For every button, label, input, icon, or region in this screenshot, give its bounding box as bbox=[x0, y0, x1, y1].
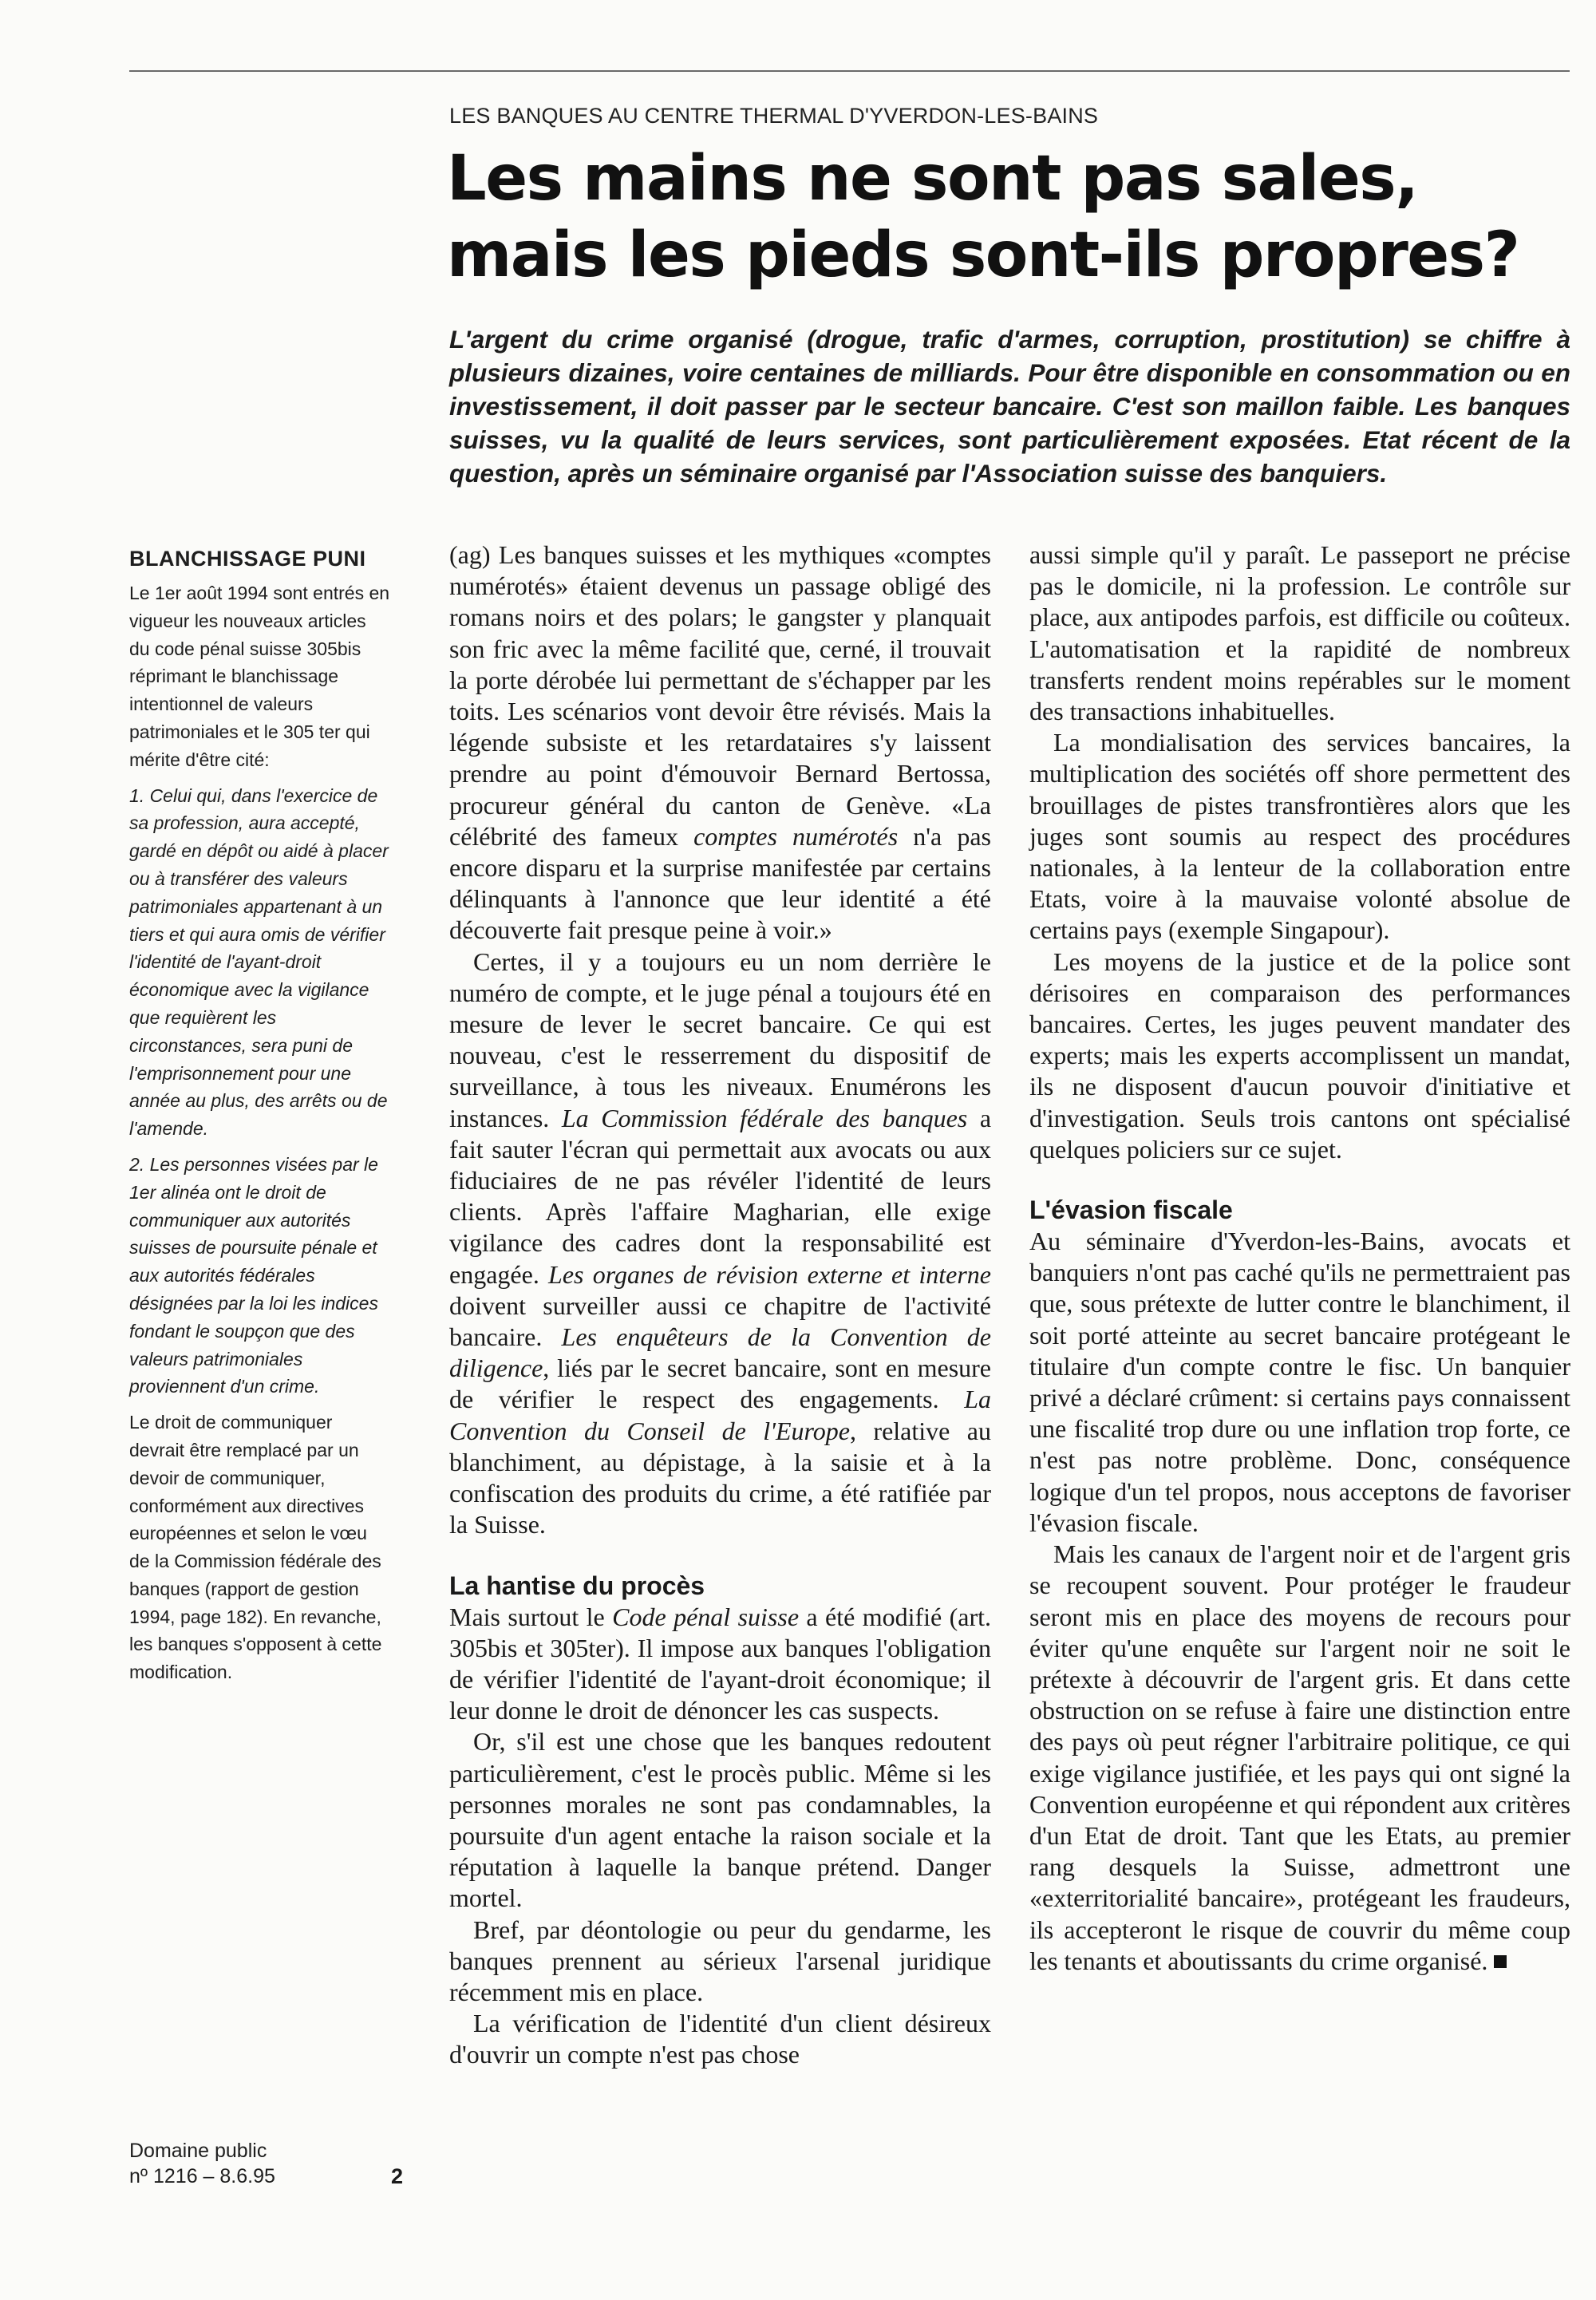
subheading-hantise: La hantise du procès bbox=[449, 1571, 705, 1600]
article-paragraph: aussi simple qu'il y paraît. Le passeport ne précise pas le domicile, ni la profession. Le contrôle sur place, aux antipodes parfois, est difficile ou coûteux. L'automatisation et la rapidité de nombreux transferts rendent moins repérables sur le moment des transactions inhabituelles. bbox=[1029, 540, 1570, 726]
article-column-2 bbox=[1029, 539, 1570, 1977]
article-paragraph: La mondialisation des services bancaires, la multiplication des sociétés off shore permettent des brouillages de pistes transfrontières alors que les juges sont soumis au respect des procédures nationales, à la lenteur de la collaboration entre Etats, voire à la mauvaise volonté absolue de certains pays (exemple Singapour). bbox=[1029, 728, 1570, 945]
sidebar-law-paragraph-1: 1. Celui qui, dans l'exercice de sa profession, aura accepté, gardé en dépôt ou aidé à placer ou à transférer des valeurs patrimoniales appartenant à un tiers et qui aura omis de vérifier l'identité de l'ayant-droit économique avec la vigilance que requièrent les circonstances, sera puni de l'emprisonnement pour une année au plus, des arrêts ou de l'amende. bbox=[129, 784, 389, 1140]
text-run: doivent surveiller aussi ce chapitre de l'activité bancaire. bbox=[449, 1290, 991, 1352]
emphasis: La Convention du Conseil de l'Europe bbox=[449, 1385, 991, 1445]
article-column-1 bbox=[449, 539, 991, 2071]
lead-paragraph: L'argent du crime organisé (drogue, trafic d'armes, corruption, prostitution) se chiffre à plusieurs dizaines, voire centaines de milliards. Pour être disponible en consommation ou en investissement, il doit passer par le secteur bancaire. C'est son maillon faible. Les banques suisses, vu la qualité de leurs services, sont particulièrement exposées. Etat récent de la question, après un séminaire organisé par l'Association suisse des banquiers. bbox=[449, 325, 1570, 488]
page-number: 2 bbox=[391, 2164, 404, 2188]
text-run: (ag) Les banques suisses et les mythiques «comptes numérotés» étaient devenus un passage obligé des romans noirs et des polars; le gangster y planquait son fric avec la même facilité que, cerné, il trouvait la porte dérobée lui permettant de s'échapper par les toits. Les scénarios vont devoir être révisés. Mais la légende subsiste et les retardataires s'y laissent prendre au point d'émouvoir Bernard Bertossa, procureur général du canton de Genève. «La célébrité des fameux bbox=[449, 540, 991, 851]
text-run: Certes, il y a toujours eu un nom derrière le numéro de compte, et le juge pénal a toujours été en mesure de lever le secret bancaire. Ce qui est nouveau, c'est le resserrement du dispositif de surveillance, à tous les niveaux. Enumérons les instances. bbox=[449, 946, 991, 1132]
article-paragraph bbox=[1029, 1539, 1570, 1977]
footer-publication-info bbox=[129, 2138, 417, 2189]
end-mark-square-icon bbox=[1494, 1955, 1507, 1968]
subheading-evasion-fiscale: L'évasion fiscale bbox=[1029, 1195, 1233, 1225]
top-rule bbox=[129, 70, 1570, 72]
sidebar-law-paragraph-2: 2. Les personnes visées par le 1er alinéa ont le droit de communiquer aux autorités suisses de poursuite pénale et aux autorités fédérales désignées par la loi les indices fondant le soupçon que des valeurs patrimoniales proviennent d'un crime. bbox=[129, 1153, 378, 1397]
text-run: Mais les canaux de l'argent noir et de l'argent gris se recoupent souvent. Pour protéger le fraudeur seront mis en place des moyens de recours pour éviter qu'une enquête sur l'argent noir ne soit le prétexte à découvrir de l'argent gris. Et dans cette obstruction on se refuse à faire une distinction entre des pays où peut régner l'arbitraire politique, ce qui exige vigilance justifiée, et les pays qui ont signé la Convention européenne et qui répondent aux critères d'un Etat de droit. Tant que les Etats, au premier rang desquels la Suisse, admettront une «exterritorialité bancaire», protégeant les fraudeurs, ils accepteront le risque de couvrir du même coup les tenants et aboutissants du crime organisé. bbox=[1029, 1539, 1570, 1975]
text-run: n'a pas encore disparu et la surprise manifestée par certains délinquants à l'annonce que leur identité a été découverte fait presque peine à voir.» bbox=[449, 821, 992, 945]
headline: Les mains ne sont pas sales, mais les pieds sont-ils propres? bbox=[447, 143, 1519, 291]
publication-name: Domaine public bbox=[129, 2140, 267, 2162]
article-paragraph: Les moyens de la justice et de la police sont dérisoires en comparaison des performances bancaires. Certes, les juges peuvent mandater des experts; mais les experts accomplissent un mandat, ils ne disposent d'aucun pouvoir d'initiative et d'investigation. Seuls trois cantons ont spécialisé quelques policiers sur ce sujet. bbox=[1029, 946, 1570, 1164]
sidebar-title: BLANCHISSAGE PUNI bbox=[129, 547, 366, 571]
sidebar-outro: Le droit de communiquer devrait être remplacé par un devoir de communiquer, conformément aux directives européennes et selon le vœu de la Commission fédérale des banques (rapport de gestion 1994, page 182). En revanche, les banques s'opposent à cette modification. bbox=[129, 1412, 382, 1683]
emphasis: Code pénal suisse bbox=[612, 1602, 800, 1631]
text-run: Mais surtout le bbox=[449, 1602, 613, 1631]
emphasis: Les organes de révision externe et interne bbox=[548, 1259, 992, 1289]
emphasis: Les enquêteurs de la Convention de diligence bbox=[449, 1322, 992, 1383]
text-run: a été modifié (art. 305bis et 305ter). Il impose aux banques l'obligation de vérifier l'identité de l'ayant-droit économique; il leur donne le droit de dénoncer les cas suspects. bbox=[449, 1602, 992, 1725]
article-paragraph: Bref, par déontologie ou peur du gendarme, les banques prennent au sérieux l'arsenal juridique récemment mis en place. bbox=[449, 1915, 991, 2006]
kicker: LES BANQUES AU CENTRE THERMAL D'YVERDON-LES-BAINS bbox=[449, 104, 1099, 128]
emphasis: comptes numérotés bbox=[693, 821, 899, 851]
article-paragraph bbox=[449, 1602, 991, 1727]
article-paragraph: Au séminaire d'Yverdon-les-Bains, avocats et banquiers n'ont pas caché qu'ils ne permettraient pas que, sous prétexte de lutter contre le blanchiment, il soit porté atteinte au secret bancaire protégeant le titulaire d'un compte contre le fisc. Un banquier privé a déclaré crûment: si certains pays connaissent une fiscalité trop dure ou une inflation trop forte, ce n'est pas notre problème. Donc, conséquence logique d'un tel propos, nous acceptons de favoriser l'évasion fiscale. bbox=[1029, 1227, 1570, 1537]
sidebar-box bbox=[129, 543, 391, 1686]
text-run: a fait sauter l'écran qui permettait aux avocats ou aux fiduciaires de ne pas révéler l'identité de leurs clients. Après l'affaire Magharian, elle exige vigilance des cadres dont la responsabilité est engagée. bbox=[449, 1103, 992, 1289]
article-paragraph bbox=[449, 539, 991, 946]
article-paragraph bbox=[449, 946, 991, 1541]
issue-number-date: nº 1216 – 8.6.95 bbox=[129, 2165, 275, 2187]
emphasis: La Commission fédérale des banques bbox=[561, 1103, 968, 1132]
article-paragraph: La vérification de l'identité d'un client désireux d'ouvrir un compte n'est pas chose bbox=[449, 2009, 991, 2069]
sidebar-intro: Le 1er août 1994 sont entrés en vigueur les nouveaux articles du code pénal suisse 305bis réprimant le blanchissage intentionnel de valeurs patrimoniales et le 305 ter qui mérite d'être cité: bbox=[129, 583, 390, 770]
article-paragraph: Or, s'il est une chose que les banques redoutent particulièrement, c'est le procès public. Même si les personnes morales ne sont pas condamnables, la poursuite d'un agent entache la raison sociale et la réputation à laquelle la banque prétend. Danger mortel. bbox=[449, 1727, 991, 1913]
text-run: , liés par le secret bancaire, sont en mesure de vérifier le respect des engagements. bbox=[449, 1354, 991, 1414]
text-run: , relative au blanchiment, au dépistage, à la saisie et à la confiscation des produits du crime, a été ratifiée par la Suisse. bbox=[449, 1416, 992, 1539]
